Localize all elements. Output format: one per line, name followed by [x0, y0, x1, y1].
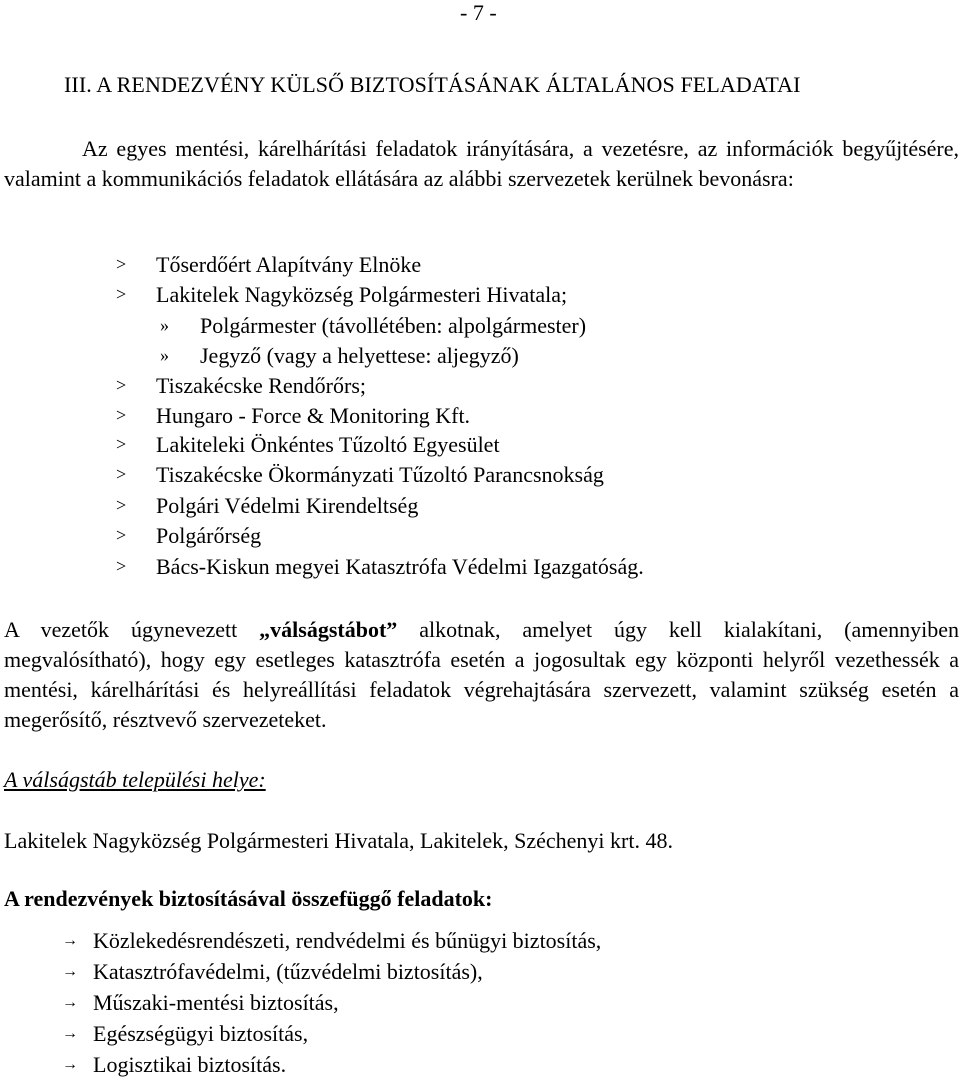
intro-text: Az egyes mentési, kárelhárítási feladatok irányítására, a vezetésre, az információk begyűjtésére, valamint a kommunikációs feladatok ellátására az alábbi szervezetek kerülnek bevonásra: — [4, 136, 959, 191]
list-item-text: Polgári Védelmi Kirendeltség — [156, 493, 419, 518]
list-item-text: Jegyző (vagy a helyettese: aljegyző) — [200, 343, 519, 368]
section-heading: III. A RENDEZVÉNY KÜLSŐ BIZTOSÍTÁSÁNAK ÁLTALÁNOS FELADATAI — [64, 72, 801, 97]
bullet-icon: > — [116, 464, 127, 484]
list-item-text: Polgármester (távollétében: alpolgármester) — [200, 313, 587, 338]
task-text: Egészségügyi biztosítás, — [93, 1021, 309, 1046]
bullet-icon: > — [116, 434, 127, 454]
page-number: - 7 - — [460, 0, 497, 25]
list-item-text: Bács-Kiskun megyei Katasztrófa Védelmi Igazgatóság. — [156, 554, 644, 579]
emphasis-term: „válságstábot” — [259, 617, 398, 642]
bullet-icon: » — [160, 315, 169, 335]
arrow-icon: → — [62, 994, 78, 1011]
arrow-icon: → — [62, 932, 78, 949]
arrow-icon: → — [62, 963, 78, 980]
crisis-staff-paragraph — [4, 615, 959, 735]
bullet-icon: > — [116, 495, 127, 515]
list-item-text: Polgárőrség — [156, 523, 262, 548]
bullet-icon: > — [116, 525, 127, 545]
task-text: Katasztrófavédelmi, (tűzvédelmi biztosítás), — [93, 959, 483, 984]
bullet-icon: > — [116, 254, 127, 274]
list-item-text: Tiszakécske Ökormányzati Tűzoltó Parancsnokság — [156, 462, 604, 487]
location-label: A válságstáb települési helye: — [4, 767, 266, 792]
list-item-text: Lakiteleki Önkéntes Tűzoltó Egyesület — [156, 432, 500, 457]
arrow-icon: → — [62, 1056, 78, 1073]
bullet-icon: > — [116, 556, 127, 576]
list-item-text: Tiszakécske Rendőrőrs; — [156, 373, 366, 398]
task-text: Műszaki-mentési biztosítás, — [93, 990, 339, 1015]
list-item-text: Hungaro - Force & Monitoring Kft. — [156, 403, 471, 428]
bullet-icon: > — [116, 375, 127, 395]
task-text: Közlekedésrendészeti, rendvédelmi és bűnügyi biztosítás, — [93, 928, 602, 953]
paragraph-text-end: alkotnak, amelyet úgy kell kialakítani, (amennyiben megvalósítható), hogy egy esetleges katasztrófa esetén a jogosultak egy központi helyről vezethessék a mentési, kárelhárítási és helyreállítási feladatok végrehajtására szervezett, valamint szükség esetén a megerősítő, résztvevő szervezeteket. — [4, 617, 959, 732]
bullet-icon: > — [116, 405, 127, 425]
task-text: Logisztikai biztosítás. — [93, 1052, 287, 1077]
arrow-icon: → — [62, 1025, 78, 1042]
list-item-text: Lakitelek Nagyközség Polgármesteri Hivatala; — [156, 282, 568, 307]
location-value: Lakitelek Nagyközség Polgármesteri Hivatala, Lakitelek, Széchenyi krt. 48. — [4, 828, 673, 853]
tasks-heading: A rendezvények biztosításával összefüggő feladatok: — [4, 886, 493, 911]
bullet-icon: > — [116, 284, 127, 304]
crisis-staff-text — [4, 615, 959, 735]
paragraph-text-start: A vezetők úgynevezett — [4, 617, 260, 642]
list-item-text: Tőserdőért Alapítvány Elnöke — [156, 252, 422, 277]
bullet-icon: » — [160, 345, 169, 365]
intro-paragraph — [4, 134, 959, 194]
